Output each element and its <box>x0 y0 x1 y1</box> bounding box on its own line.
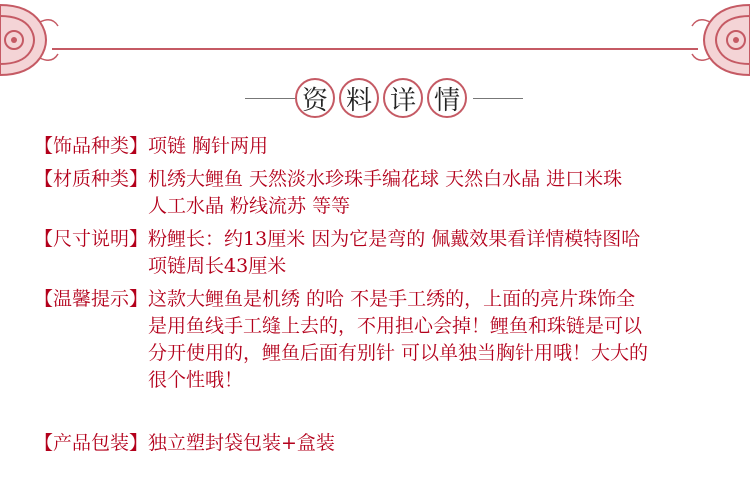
corner-ornament-left <box>0 0 60 80</box>
row-label: 【温馨提示】 <box>34 288 149 310</box>
row-label: 【产品包装】 <box>34 432 149 454</box>
title-rule-right <box>473 98 523 99</box>
row-content <box>148 226 746 280</box>
row-label: 【饰品种类】 <box>34 135 149 157</box>
row-content <box>148 286 746 394</box>
row-line: 人工水晶 粉线流苏 等等 <box>148 195 351 217</box>
row-line: 独立塑封袋包装+盒装 <box>148 432 335 454</box>
title-char: 资 <box>295 78 335 118</box>
info-row-material <box>34 166 746 220</box>
row-line: 很个性哦！ <box>148 369 244 391</box>
info-row-size <box>34 226 746 280</box>
title-rule-left <box>245 98 295 99</box>
row-label: 【材质种类】 <box>34 168 149 190</box>
row-line: 这款大鲤鱼是机绣 的哈 不是手工绣的，上面的亮片珠饰全 <box>148 288 636 310</box>
row-content <box>148 430 746 457</box>
row-line: 项链 胸针两用 <box>148 135 269 157</box>
info-row-packaging <box>34 430 746 457</box>
row-line: 粉鲤长：约13厘米 因为它是弯的 佩戴效果看详情模特图哈 <box>148 228 641 250</box>
row-label: 【尺寸说明】 <box>34 228 149 250</box>
title-char: 详 <box>383 78 423 118</box>
corner-ornament-right <box>690 0 750 80</box>
row-line: 机绣大鲤鱼 天然淡水珍珠手编花球 天然白水晶 进口米珠 <box>148 168 623 190</box>
row-content <box>148 166 746 220</box>
row-line: 分开使用的，鲤鱼后面有别针 可以单独当胸针用哦！大大的 <box>148 342 649 364</box>
row-line: 项链周长43厘米 <box>148 255 287 277</box>
title-characters <box>295 72 473 124</box>
row-content <box>148 133 746 160</box>
title-char: 情 <box>427 78 467 118</box>
top-divider <box>52 48 698 50</box>
info-list <box>34 133 746 457</box>
info-row-category <box>34 133 746 160</box>
title-char: 料 <box>339 78 379 118</box>
section-title <box>0 72 750 124</box>
info-row-tips <box>34 286 746 394</box>
row-line: 是用鱼线手工缝上去的，不用担心会掉！鲤鱼和珠链是可以 <box>148 315 643 337</box>
